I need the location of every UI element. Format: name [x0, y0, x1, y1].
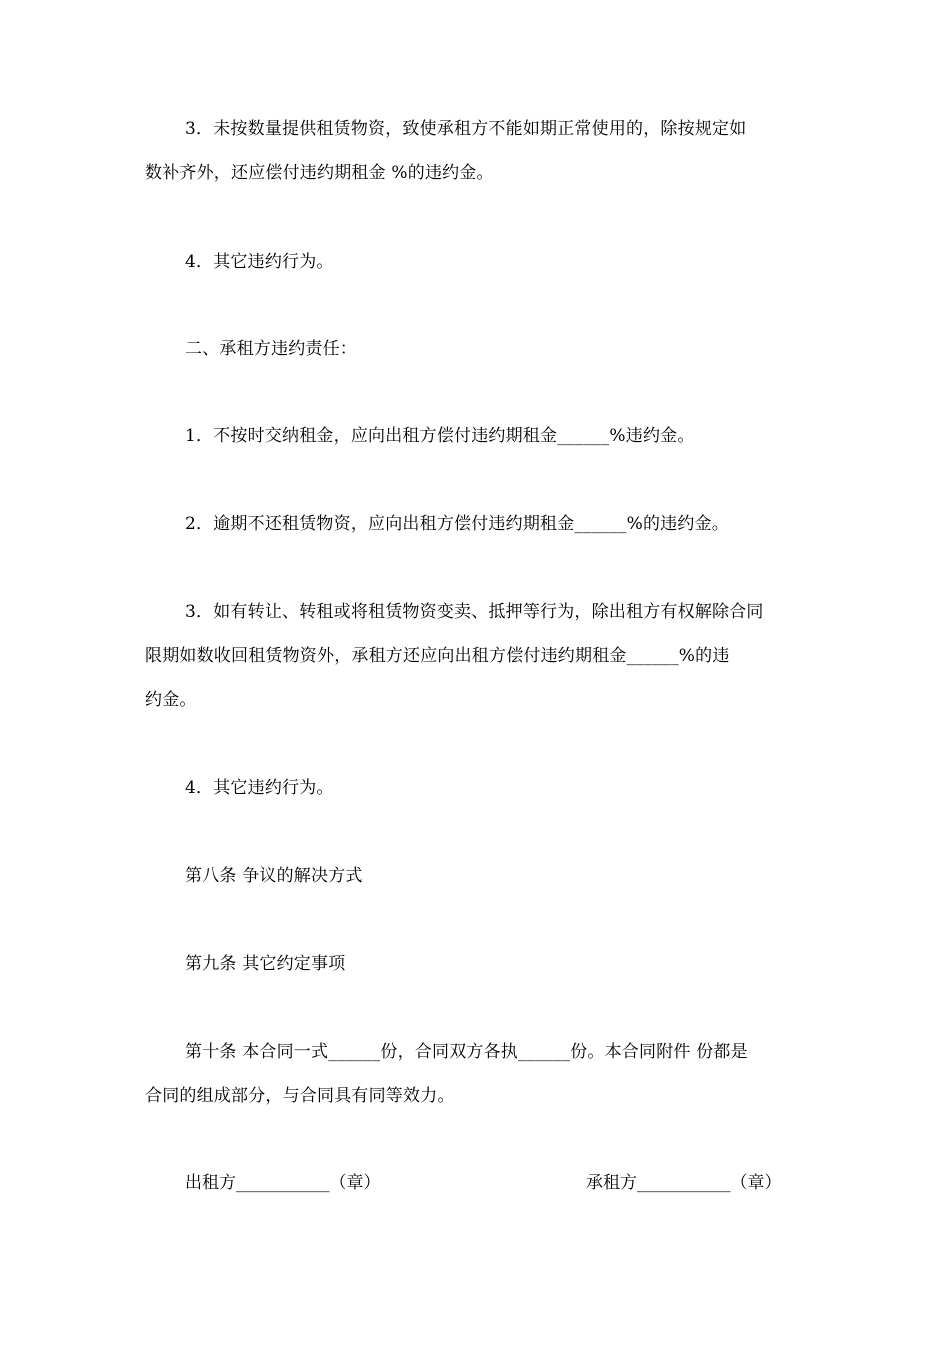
article-8: 第八条 争议的解决方式 — [185, 866, 363, 886]
lessee-signature: 承租方___________（章） — [586, 1173, 782, 1193]
article-9: 第九条 其它约定事项 — [185, 954, 346, 974]
lessee-breach-item1: 1．不按时交纳租金，应向出租方偿付违约期租金______%违约金。 — [185, 426, 695, 446]
lessee-breach-item4: 4．其它违约行为。 — [185, 778, 334, 798]
lessor-breach-item3-line1: 3．未按数量提供租赁物资，致使承租方不能如期正常使用的，除按规定如 — [185, 119, 747, 139]
article-10-line1: 第十条 本合同一式______份，合同双方各执______份。本合同附件 份都是 — [185, 1042, 748, 1062]
lessee-breach-item3-line2: 限期如数收回租赁物资外，承租方还应向出租方偿付违约期租金______%的违 — [145, 646, 730, 666]
lessee-breach-heading: 二、承租方违约责任： — [185, 339, 357, 359]
lessor-signature: 出租方___________（章） — [185, 1173, 381, 1193]
lessee-breach-item3-line1: 3．如有转让、转租或将租赁物资变卖、抵押等行为，除出租方有权解除合同 — [185, 602, 764, 622]
lessee-breach-item2: 2．逾期不还租赁物资，应向出租方偿付违约期租金______%的违约金。 — [185, 514, 729, 534]
lessee-breach-item3-line3: 约金。 — [145, 690, 197, 710]
article-10-line2: 合同的组成部分，与合同具有同等效力。 — [145, 1086, 455, 1106]
lessor-breach-item3-line2: 数补齐外，还应偿付违约期租金 %的违约金。 — [145, 163, 494, 183]
lessor-breach-item4: 4．其它违约行为。 — [185, 252, 334, 272]
